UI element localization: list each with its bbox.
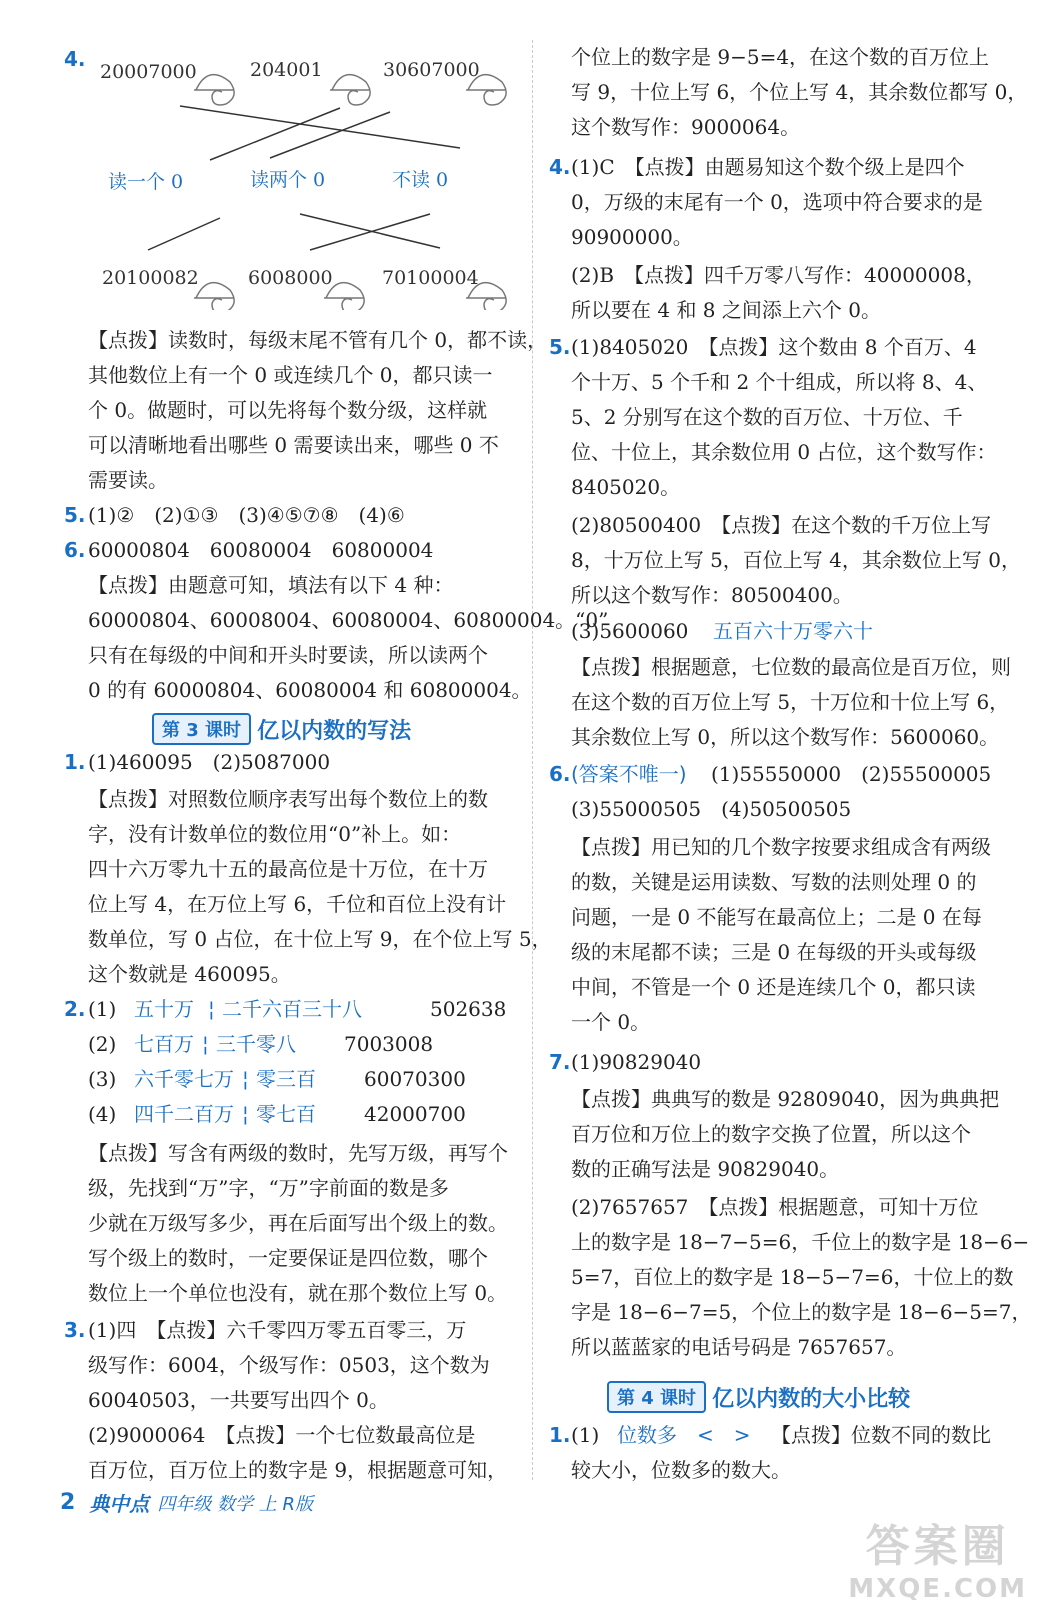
handwritten-answer: 位数多 < > [617,1423,751,1447]
question-number: 7. [549,1050,571,1074]
diagram-bottom-number: 6008000 [248,267,333,289]
handwritten-answer: 三千零八 [216,1032,296,1056]
text-line: 个位上的数字是 9−5=4，在这个数的百万位上 [571,45,990,69]
handwritten-note: (答案不唯一) [571,762,687,786]
text-line: (2)B 【点拨】四千万零八写作：40000008， [571,263,986,287]
question-number: 6. [549,762,571,786]
tip-line: 字，没有计数单位的数位用“0”补上。如： [88,822,462,846]
question-number: 4. [549,155,571,179]
text-line: 所以这个数写作：80500400。 [571,583,853,607]
book-title: 四年级 数学 上 R版 [157,1493,313,1515]
text-line: 个十万、5 个千和 2 个十组成，所以将 8、4、 [571,370,988,394]
tip-line: 四十六万零九十五的最高位是十万位，在十万 [88,857,488,881]
text-line: 60040503，一共要写出四个 0。 [88,1388,389,1412]
answer-value: 60070300 [364,1067,466,1091]
diagram-middle-label: 读两个 0 [250,169,326,191]
text-line: 0，万级的末尾有一个 0，选项中符合要求的是 [571,190,983,214]
sub-number: (2) [88,1032,117,1056]
text-line: (1)C 【点拨】由题易知这个数个级上是四个 [571,155,965,179]
answer-value: 7003008 [344,1032,434,1056]
sub-number: (4) [88,1102,117,1126]
tip-line: 个 0。做题时，可以先将每个数分级，这样就 [88,398,488,422]
tip-line: 位上写 4，在万位上写 6，千位和百位上没有计 [88,892,507,916]
text-line: 8405020。 [571,475,681,499]
diagram-bottom-number: 20100082 [102,267,199,289]
tip-line: 0 的有 60000804、60080004 和 60800004。 [88,678,532,702]
column-divider [532,40,533,1480]
answer-text: (1)55550000 (2)55500005 [711,762,992,786]
matching-lines [148,214,440,250]
tip-line: 可以清晰地看出哪些 0 需要读出来，哪些 0 不 [88,433,499,457]
question-number: 1. [64,750,86,774]
tip-line: 数单位，写 0 占位，在十位上写 9，在个位上写 5， [88,927,552,951]
matching-lines [180,106,460,160]
watermark [848,1510,1027,1600]
tip-line: 数位上一个单位也没有，就在那个数位上写 0。 [88,1281,508,1305]
separator: ¦ [242,1067,249,1091]
watermark-url: MXQE.COM [848,1574,1027,1600]
answer-text: (1)460095 (2)5087000 [88,750,331,774]
text-line: 位、十位上，其余数位用 0 占位，这个数写作： [571,440,997,464]
handwritten-answer: 五百六十万零六十 [713,619,873,643]
tip-line: 级的末尾都不读；三是 0 在每级的开头或每级 [571,940,977,964]
lesson-title: 亿以内数的写法 [257,718,412,744]
tip-line: 60000804、60008004、60080004、60800004。“0” [88,608,609,632]
text-line: 数的正确写法是 90829040。 [571,1157,840,1181]
tip-line: 【点拨】由题意可知，填法有以下 4 种： [88,573,454,597]
answer-value: (3)5600060 [571,619,689,643]
answer-value: 42000700 [364,1102,466,1126]
sub-number: (1) [571,1423,600,1447]
text-line: 5=7，百位上的数字是 18−5−7=6，十位上的数 [571,1265,1014,1289]
text-line: 5、2 分别写在这个数的百万位、十万位、千 [571,405,963,429]
diagram-top-number: 30607000 [383,59,480,81]
tip-line: 其余数位上写 0，所以这个数写作：5600060。 [571,725,1000,749]
text-line: 8，十万位上写 5，百位上写 4，其余数位上写 0， [571,548,1021,572]
tip-line: 【点拨】对照数位顺序表写出每个数位上的数 [88,787,488,811]
text-line: 上的数字是 18−7−5=6，千位上的数字是 18−6− [571,1230,1030,1254]
tip-line: 这个数就是 460095。 [88,962,291,986]
separator: ¦ [208,997,215,1021]
tip-line: 【点拨】读数时，每级末尾不管有几个 0，都不读， [88,328,548,352]
diagram-top-number: 204001 [250,59,323,81]
question-number: 5. [64,503,86,527]
sub-number: (1) [88,997,117,1021]
question-number: 3. [64,1318,86,1342]
tip-line: 少就在万级写多少，再在后面写出个级上的数。 [88,1211,508,1235]
text-line: (2)9000064 【点拨】一个七位数最高位是 [88,1423,476,1447]
lesson-tag: 第 4 课时 [607,1381,706,1413]
watermark-title: 答案圈 [865,1521,1010,1572]
text-line: 所以要在 4 和 8 之间添上六个 0。 [571,298,881,322]
page-number: 2 [60,1490,76,1515]
question-number: 6. [64,538,86,562]
text-line: 所以蓝蓝家的电话号码是 7657657。 [571,1335,907,1359]
tip-line: 级，先找到“万”字，“万”字前面的数是多 [88,1176,449,1200]
text-line: 级写作：6004，个级写作：0503，这个数为 [88,1353,490,1377]
question-number: 1. [549,1423,571,1447]
text-line: (1)四 【点拨】六千零四万零五百零三，万 [88,1318,467,1342]
tip-line: 其他数位上有一个 0 或连续几个 0，都只读一 [88,363,493,387]
tip-line: 【点拨】位数不同的数比 [771,1423,991,1447]
answer-text: (1)② (2)①③ (3)④⑤⑦⑧ (4)⑥ [88,503,405,527]
text-line: (1)90829040 [571,1050,702,1074]
text-line: 【点拨】典典写的数是 92809040，因为典典把 [571,1087,1000,1111]
question-number: 4. [64,47,86,71]
handwritten-answer: 零七百 [256,1102,316,1126]
text-line: (1)8405020 【点拨】这个数由 8 个百万、4 [571,335,977,359]
text-line: 90900000。 [571,225,693,249]
diagram-bottom-number: 70100004 [382,267,479,289]
tip-line: 只有在每级的中间和开头时要读，所以读两个 [88,643,488,667]
diagram-middle-label: 读一个 0 [108,171,184,193]
tip-line: 较大小，位数多的数大。 [571,1458,791,1482]
handwritten-answer: 七百万 [134,1032,194,1056]
text-line: 这个数写作：9000064。 [571,115,801,139]
diagram-middle-label: 不读 0 [392,169,449,191]
tip-line: 一个 0。 [571,1010,651,1034]
text-line: 写 9，十位上写 6，个位上写 4，其余数位都写 0， [571,80,1028,104]
question-number: 5. [549,335,571,359]
text-line: (2)7657657 【点拨】根据题意，可知十万位 [571,1195,979,1219]
tip-line: 在这个数的百万位上写 5，十万位和十位上写 6， [571,690,1010,714]
tip-line: 【点拨】根据题意，七位数的最高位是百万位，则 [571,655,1011,679]
matching-diagram [100,50,530,310]
tip-line: 的数，关键是运用读数、写数的法则处理 0 的 [571,870,977,894]
diagram-top-number: 20007000 [100,61,197,83]
page-footer [60,1488,313,1517]
separator: ¦ [242,1102,249,1126]
tip-line: 【点拨】写含有两级的数时，先写万级，再写个 [88,1141,508,1165]
tip-line: 写个级上的数时，一定要保证是四位数，哪个 [88,1246,488,1270]
brand-logo: 典中点 [89,1492,150,1516]
tip-line: 【点拨】用已知的几个数字按要求组成含有两级 [571,835,991,859]
separator: ¦ [202,1032,209,1056]
handwritten-answer: 六千零七万 [134,1067,234,1091]
text-line: (2)80500400 【点拨】在这个数的千万位上写 [571,513,992,537]
text-line: 百万位和万位上的数字交换了位置，所以这个 [571,1122,971,1146]
question-number: 2. [64,997,86,1021]
answer-text: 60000804 60080004 60800004 [88,538,434,562]
tip-line: 中间，不管是一个 0 还是连续几个 0，都只读 [571,975,976,999]
handwritten-answer: 零三百 [256,1067,316,1091]
sub-number: (3) [88,1067,117,1091]
answer-value: 502638 [430,997,507,1021]
lesson-title: 亿以内数的大小比较 [712,1386,911,1412]
lesson-tag: 第 3 课时 [152,713,251,745]
handwritten-answer: 五十万 [134,997,194,1021]
answer-text: (3)55000505 (4)50500505 [571,797,852,821]
tip-line: 问题，一是 0 不能写在最高位上；二是 0 在每 [571,905,982,929]
handwritten-answer: 二千六百三十八 [222,997,362,1021]
text-line: 字是 18−6−7=5，个位上的数字是 18−6−5=7， [571,1300,1032,1324]
text-line: 百万位，百万位上的数字是 9，根据题意可知， [88,1458,508,1482]
tip-line: 需要读。 [88,468,168,492]
lesson-3-header [152,712,411,746]
lesson-4-header [607,1380,910,1414]
handwritten-answer: 四千二百万 [134,1102,234,1126]
